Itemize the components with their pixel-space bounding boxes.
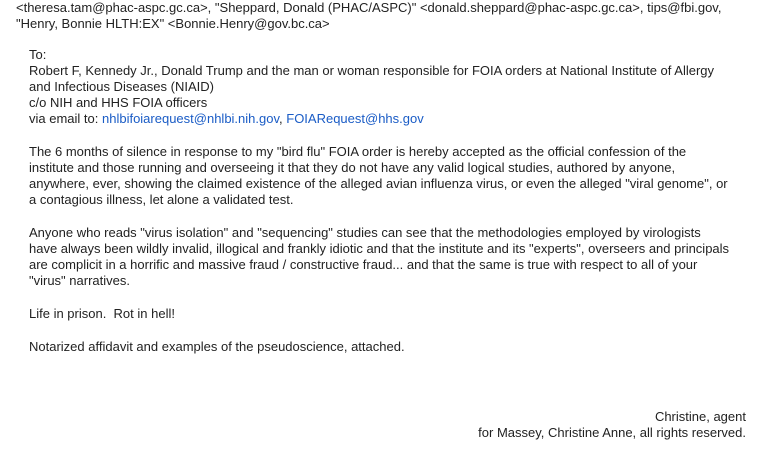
paragraph-1-line-1: The 6 months of silence in response to my "bird flu" FOIA order is hereby accepted as the official confession of the [29,144,687,159]
recipients-block [16,0,768,32]
paragraph-2-line-1: Anyone who reads "virus isolation" and "sequencing" studies can see that the methodologies employed by virologists [29,225,701,240]
signature-line-1: Christine, agent [654,409,746,424]
addressee-line-1: Robert F, Kennedy Jr., Donald Trump and the man or woman responsible for FOIA orders at National Institute of Allergy [29,63,715,78]
paragraph-4: Notarized affidavit and examples of the pseudoscience, attached. [29,339,405,354]
signature-block [478,409,746,441]
paragraph-1-line-4: a contagious illness, let alone a validated test. [29,192,294,207]
letter-body [29,47,759,355]
signature-line-2: for Massey, Christine Anne, all rights reserved. [478,425,746,440]
to-label: To: [29,47,47,62]
address-block [29,47,759,127]
recipients-line-2: "Henry, Bonnie HLTH:EX" <Bonnie.Henry@gov.bc.ca> [16,16,330,31]
paragraph-1-line-3: anywhere, ever, showing the claimed existence of the alleged avian influenza virus, or even the alleged "viral genome", or [29,176,728,191]
paragraph-2 [29,225,759,289]
paragraph-3: Life in prison. Rot in hell! [29,306,175,321]
via-email-line [29,111,759,127]
paragraph-1-line-2: institute and those running and overseeing it that they do not have any valid logical studies, authored by anyone, [29,160,676,175]
recipients-line-1: <theresa.tam@phac-aspc.gc.ca>, "Sheppard, Donald (PHAC/ASPC)" <donald.sheppard@phac-aspc.gc.ca>, tips@fbi.gov, [16,0,722,15]
addressee-line-2: and Infectious Diseases (NIAID) [29,79,214,94]
paragraph-2-line-4: "virus" narratives. [29,273,130,288]
paragraph-2-line-2: have always been wildly invalid, illogical and frankly idiotic and that the institute and its "experts", overseers and principals [29,241,730,256]
paragraph-1 [29,144,759,208]
paragraph-2-line-3: are complicit in a horrific and massive fraud / constructive fraud... and that the same is true with respect to all of your [29,257,698,272]
email-separator: , [279,111,287,126]
via-email-label: via email to: [29,111,102,126]
email-link-nhlbi[interactable]: nhlbifoiarequest@nhlbi.nih.gov [101,111,280,126]
care-of-line: c/o NIH and HHS FOIA officers [29,95,208,110]
email-link-hhs[interactable]: FOIARequest@hhs.gov [286,111,424,126]
